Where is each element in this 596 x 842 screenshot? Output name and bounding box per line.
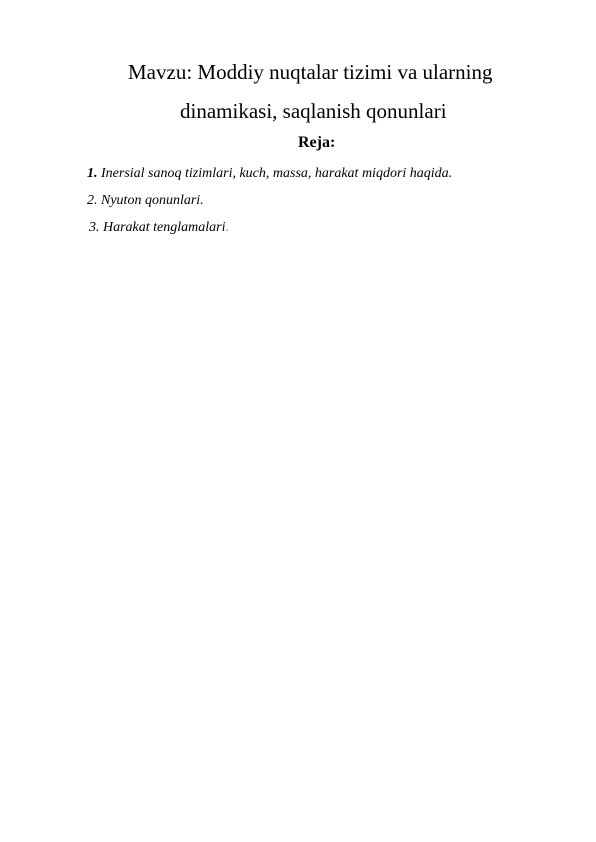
plan-item-3-suffix: . — [225, 220, 229, 235]
plan-item-2 — [87, 192, 204, 210]
plan-heading: Reja: — [298, 134, 336, 151]
plan-item-1-number: 1. — [87, 166, 98, 181]
plan-item-2-text: Nyuton qonunlari. — [101, 193, 204, 208]
plan-item-1-text: Inersial sanoq tizimlari, kuch, massa, harakat miqdori haqida. — [101, 166, 453, 181]
plan-item-2-number: 2. — [87, 193, 98, 208]
page-title-line-2: dinamikasi, saqlanish qonunlari — [180, 99, 447, 123]
plan-item-3 — [89, 219, 229, 237]
page-title-line-1: Mavzu: Moddiy nuqtalar tizimi va ularning — [128, 60, 493, 84]
plan-item-3-number: 3. — [89, 220, 100, 235]
plan-item-3-text: Harakat tenglamalari — [103, 220, 226, 235]
plan-item-1 — [87, 165, 452, 183]
